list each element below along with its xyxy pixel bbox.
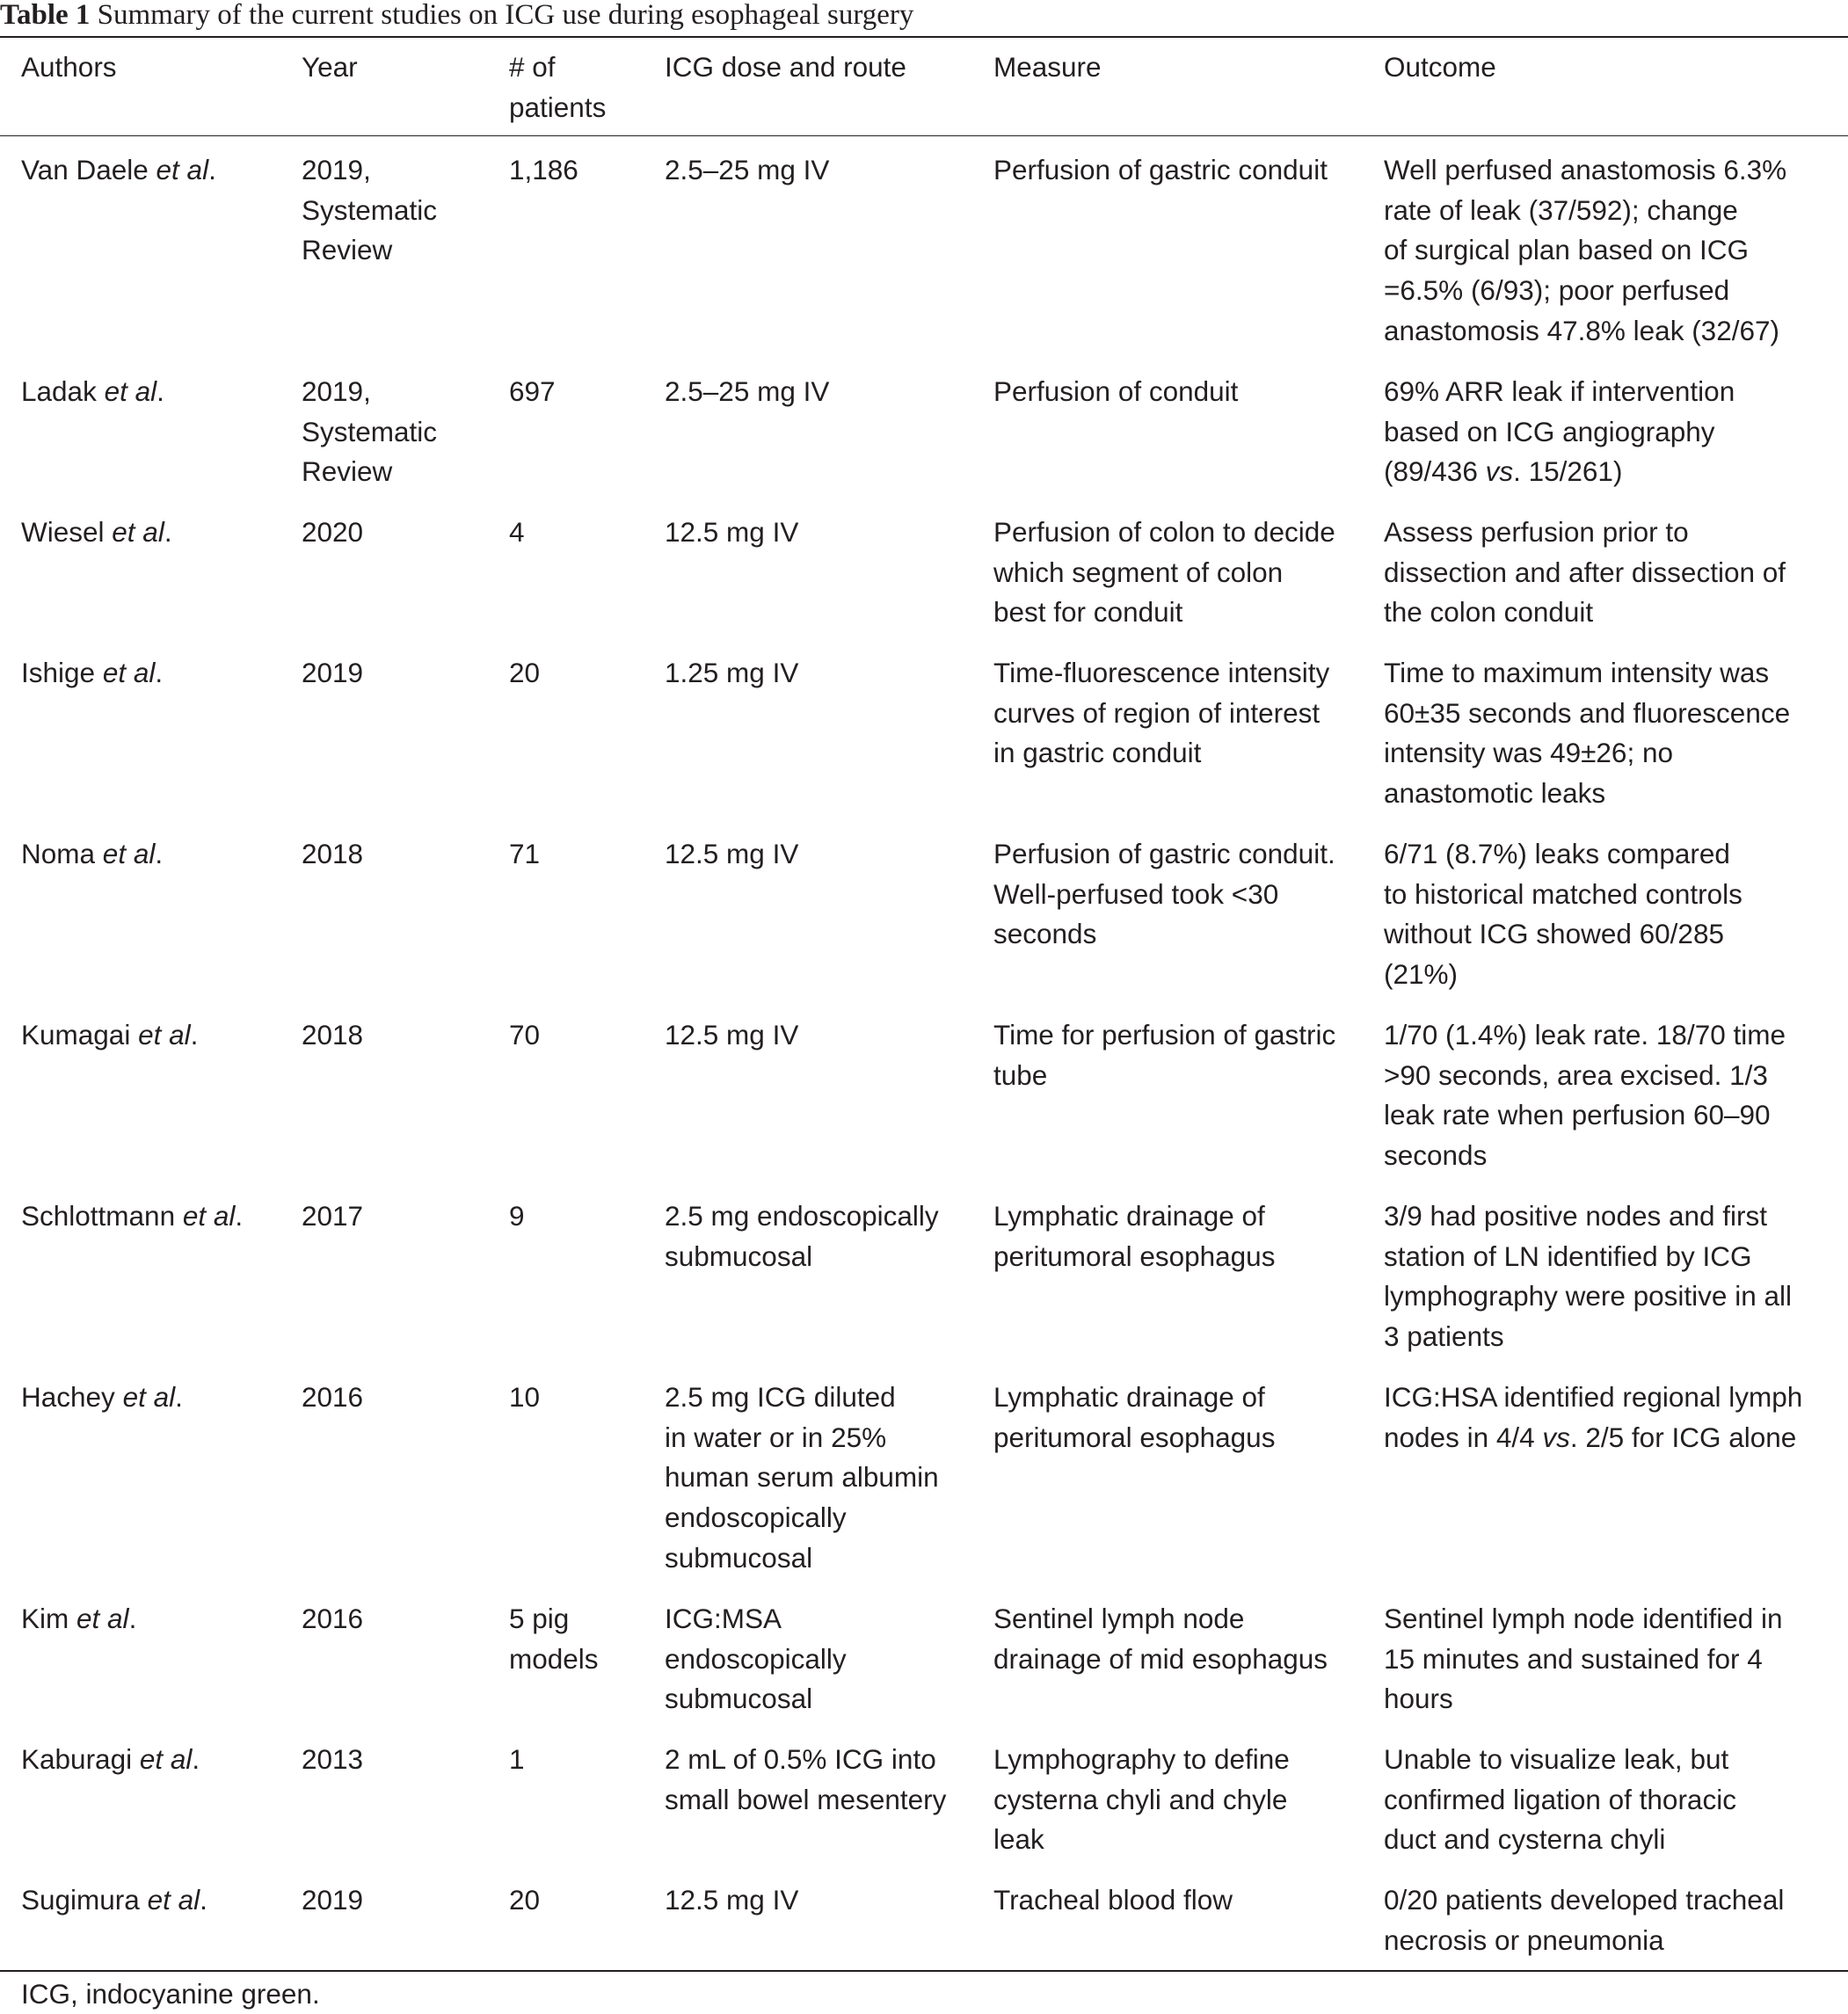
cell-year: 2017 xyxy=(302,1200,364,1232)
cell-dose: 12.5 mg IV xyxy=(665,516,799,548)
cell-year: 2018 xyxy=(302,838,364,869)
table-top-rule xyxy=(0,36,1848,38)
outcome-text: Sentinel lymph node identified in 15 minutes and sustained for 4 hours xyxy=(1384,1603,1783,1715)
header-cell-dose: ICG dose and route xyxy=(665,51,906,83)
author-name: Noma xyxy=(21,838,96,869)
header-cell-author: Authors xyxy=(21,51,117,83)
cell-outcome xyxy=(1384,1599,1783,1720)
cell-patients: 20 xyxy=(509,1884,541,1916)
cell-year: 2016 xyxy=(302,1603,364,1634)
outcome-text: 0/20 patients developed tracheal necrosis or pneumonia xyxy=(1384,1884,1785,1956)
table-caption-text: Summary of the current studies on ICG use during esophageal surgery xyxy=(97,0,914,31)
author-period: . xyxy=(156,375,164,407)
table-header-rule xyxy=(0,135,1848,136)
cell-author xyxy=(21,1378,183,1418)
cell-outcome xyxy=(1384,1015,1786,1176)
author-period: . xyxy=(200,1884,207,1916)
cell-author xyxy=(21,1196,243,1237)
outcome-text: 1/70 (1.4%) leak rate. 18/70 time >90 seconds, area excised. 1/3 leak rate when perfusion 60–90 seconds xyxy=(1384,1019,1786,1172)
author-et-al: et al xyxy=(102,838,156,869)
header-cell-measure: Measure xyxy=(993,51,1102,83)
outcome-text: 69% ARR leak if intervention based on ICG angiography (89/436 xyxy=(1384,375,1735,488)
cell-outcome xyxy=(1384,1880,1784,1960)
cell-outcome xyxy=(1384,513,1786,633)
outcome-text: 6/71 (8.7%) leaks compared to historical matched controls without ICG showed 60/285 (21%) xyxy=(1384,838,1743,991)
author-period: . xyxy=(155,657,164,688)
author-name: Hachey xyxy=(21,1381,115,1413)
cell-patients: 1,186 xyxy=(509,154,578,185)
cell-year: 2019, Systematic Review xyxy=(302,154,438,266)
author-et-al: et al xyxy=(182,1200,236,1232)
cell-author xyxy=(21,653,163,694)
cell-measure: Lymphatic drainage of peritumoral esophagus xyxy=(993,1200,1276,1272)
cell-outcome xyxy=(1384,834,1743,995)
header-cell-outcome: Outcome xyxy=(1384,51,1496,83)
cell-author xyxy=(21,150,216,191)
cell-measure: Time for perfusion of gastric tube xyxy=(993,1019,1336,1091)
cell-author xyxy=(21,513,172,553)
cell-year: 2019, Systematic Review xyxy=(302,375,438,488)
author-et-al: et al xyxy=(112,516,164,548)
cell-patients: 5 pig models xyxy=(509,1603,599,1675)
cell-measure: Sentinel lymph node drainage of mid esophagus xyxy=(993,1603,1328,1675)
author-period: . xyxy=(175,1381,183,1413)
outcome-text: . 15/261) xyxy=(1513,455,1623,488)
author-period: . xyxy=(235,1200,244,1232)
author-et-al: et al xyxy=(147,1884,200,1916)
table-caption xyxy=(0,0,1848,37)
author-name: Sugimura xyxy=(21,1884,140,1916)
author-name: Kim xyxy=(21,1603,69,1634)
cell-patients: 70 xyxy=(509,1019,541,1051)
cell-year: 2019 xyxy=(302,657,364,688)
author-et-al: et al xyxy=(104,375,157,407)
cell-measure: Perfusion of conduit xyxy=(993,375,1239,407)
author-name: Wiesel xyxy=(21,516,105,548)
table-footnote: ICG, indocyanine green. xyxy=(21,1978,320,2010)
cell-author xyxy=(21,1740,200,1780)
cell-author xyxy=(21,1880,207,1921)
cell-patients: 10 xyxy=(509,1381,541,1413)
author-et-al: et al xyxy=(122,1381,176,1413)
author-period: . xyxy=(190,1019,199,1051)
cell-measure: Tracheal blood flow xyxy=(993,1884,1233,1916)
author-et-al: et al xyxy=(139,1743,193,1775)
table-caption-label: Table 1 xyxy=(0,0,91,31)
cell-patients: 71 xyxy=(509,838,541,869)
cell-author xyxy=(21,834,163,875)
cell-dose: 12.5 mg IV xyxy=(665,1019,799,1051)
cell-measure: Lymphography to define cysterna chyli and chyle leak xyxy=(993,1743,1290,1856)
cell-dose: 1.25 mg IV xyxy=(665,657,799,688)
cell-dose: 2.5–25 mg IV xyxy=(665,154,830,185)
cell-measure: Lymphatic drainage of peritumoral esophagus xyxy=(993,1381,1276,1453)
cell-measure: Perfusion of colon to decide which segment of colon best for conduit xyxy=(993,516,1335,629)
author-name: Kaburagi xyxy=(21,1743,133,1775)
cell-dose: ICG:MSA endoscopically submucosal xyxy=(665,1603,847,1715)
cell-author xyxy=(21,1015,198,1056)
table-bottom-rule xyxy=(0,1970,1848,1972)
outcome-text: . 2/5 for ICG alone xyxy=(1569,1421,1797,1453)
author-period: . xyxy=(192,1743,200,1775)
outcome-vs: vs xyxy=(1485,455,1514,488)
cell-dose: 2.5 mg endoscopically submucosal xyxy=(665,1200,939,1272)
cell-outcome xyxy=(1384,372,1735,492)
header-cell-patients: # of patients xyxy=(509,51,607,123)
outcome-text: 3/9 had positive nodes and first station of LN identified by ICG lymphography were positive in all 3 patients xyxy=(1384,1200,1792,1353)
cell-outcome xyxy=(1384,1740,1736,1860)
cell-patients: 4 xyxy=(509,516,525,548)
author-name: Van Daele xyxy=(21,154,149,185)
outcome-text: Unable to visualize leak, but confirmed ligation of thoracic duct and cysterna chyli xyxy=(1384,1743,1736,1856)
cell-outcome xyxy=(1384,1196,1792,1357)
author-et-al: et al xyxy=(156,154,209,185)
author-period: . xyxy=(128,1603,137,1634)
cell-measure: Perfusion of gastric conduit xyxy=(993,154,1328,185)
cell-outcome xyxy=(1384,1378,1802,1458)
cell-dose: 2.5–25 mg IV xyxy=(665,375,830,407)
author-period: . xyxy=(164,516,172,548)
cell-year: 2013 xyxy=(302,1743,364,1775)
cell-dose: 2.5 mg ICG diluted in water or in 25% human serum albumin endoscopically submucosal xyxy=(665,1381,939,1574)
outcome-text: Time to maximum intensity was 60±35 seconds and fluorescence intensity was 49±26; no anastomotic leaks xyxy=(1384,657,1791,810)
author-period: . xyxy=(155,838,164,869)
author-name: Schlottmann xyxy=(21,1200,176,1232)
cell-patients: 20 xyxy=(509,657,541,688)
cell-year: 2020 xyxy=(302,516,364,548)
cell-year: 2019 xyxy=(302,1884,364,1916)
cell-dose: 12.5 mg IV xyxy=(665,838,799,869)
header-cell-year: Year xyxy=(302,51,358,83)
cell-dose: 2 mL of 0.5% ICG into small bowel mesentery xyxy=(665,1743,947,1815)
cell-outcome xyxy=(1384,653,1790,814)
cell-measure: Perfusion of gastric conduit. Well-perfused took <30 seconds xyxy=(993,838,1335,950)
outcome-vs: vs xyxy=(1542,1421,1570,1453)
author-period: . xyxy=(208,154,216,185)
author-name: Ishige xyxy=(21,657,96,688)
author-et-al: et al xyxy=(138,1019,191,1051)
author-name: Ladak xyxy=(21,375,97,407)
cell-outcome xyxy=(1384,150,1786,352)
cell-author xyxy=(21,1599,136,1640)
outcome-text: Assess perfusion prior to dissection and after dissection of the colon conduit xyxy=(1384,516,1786,629)
cell-patients: 9 xyxy=(509,1200,525,1232)
cell-measure: Time-fluorescence intensity curves of region of interest in gastric conduit xyxy=(993,657,1330,769)
outcome-text: ICG:HSA identified regional lymph nodes in 4/4 xyxy=(1384,1381,1803,1453)
cell-patients: 1 xyxy=(509,1743,525,1775)
cell-author xyxy=(21,372,164,412)
author-name: Kumagai xyxy=(21,1019,131,1051)
cell-year: 2018 xyxy=(302,1019,364,1051)
author-et-al: et al xyxy=(76,1603,129,1634)
cell-patients: 697 xyxy=(509,375,556,407)
outcome-text: Well perfused anastomosis 6.3% rate of leak (37/592); change of surgical plan based on ICG =6.5% (6/93); poor perfused anastomosis 47.8% leak (32/67) xyxy=(1384,154,1787,346)
cell-dose: 12.5 mg IV xyxy=(665,1884,799,1916)
author-et-al: et al xyxy=(102,657,156,688)
cell-year: 2016 xyxy=(302,1381,364,1413)
